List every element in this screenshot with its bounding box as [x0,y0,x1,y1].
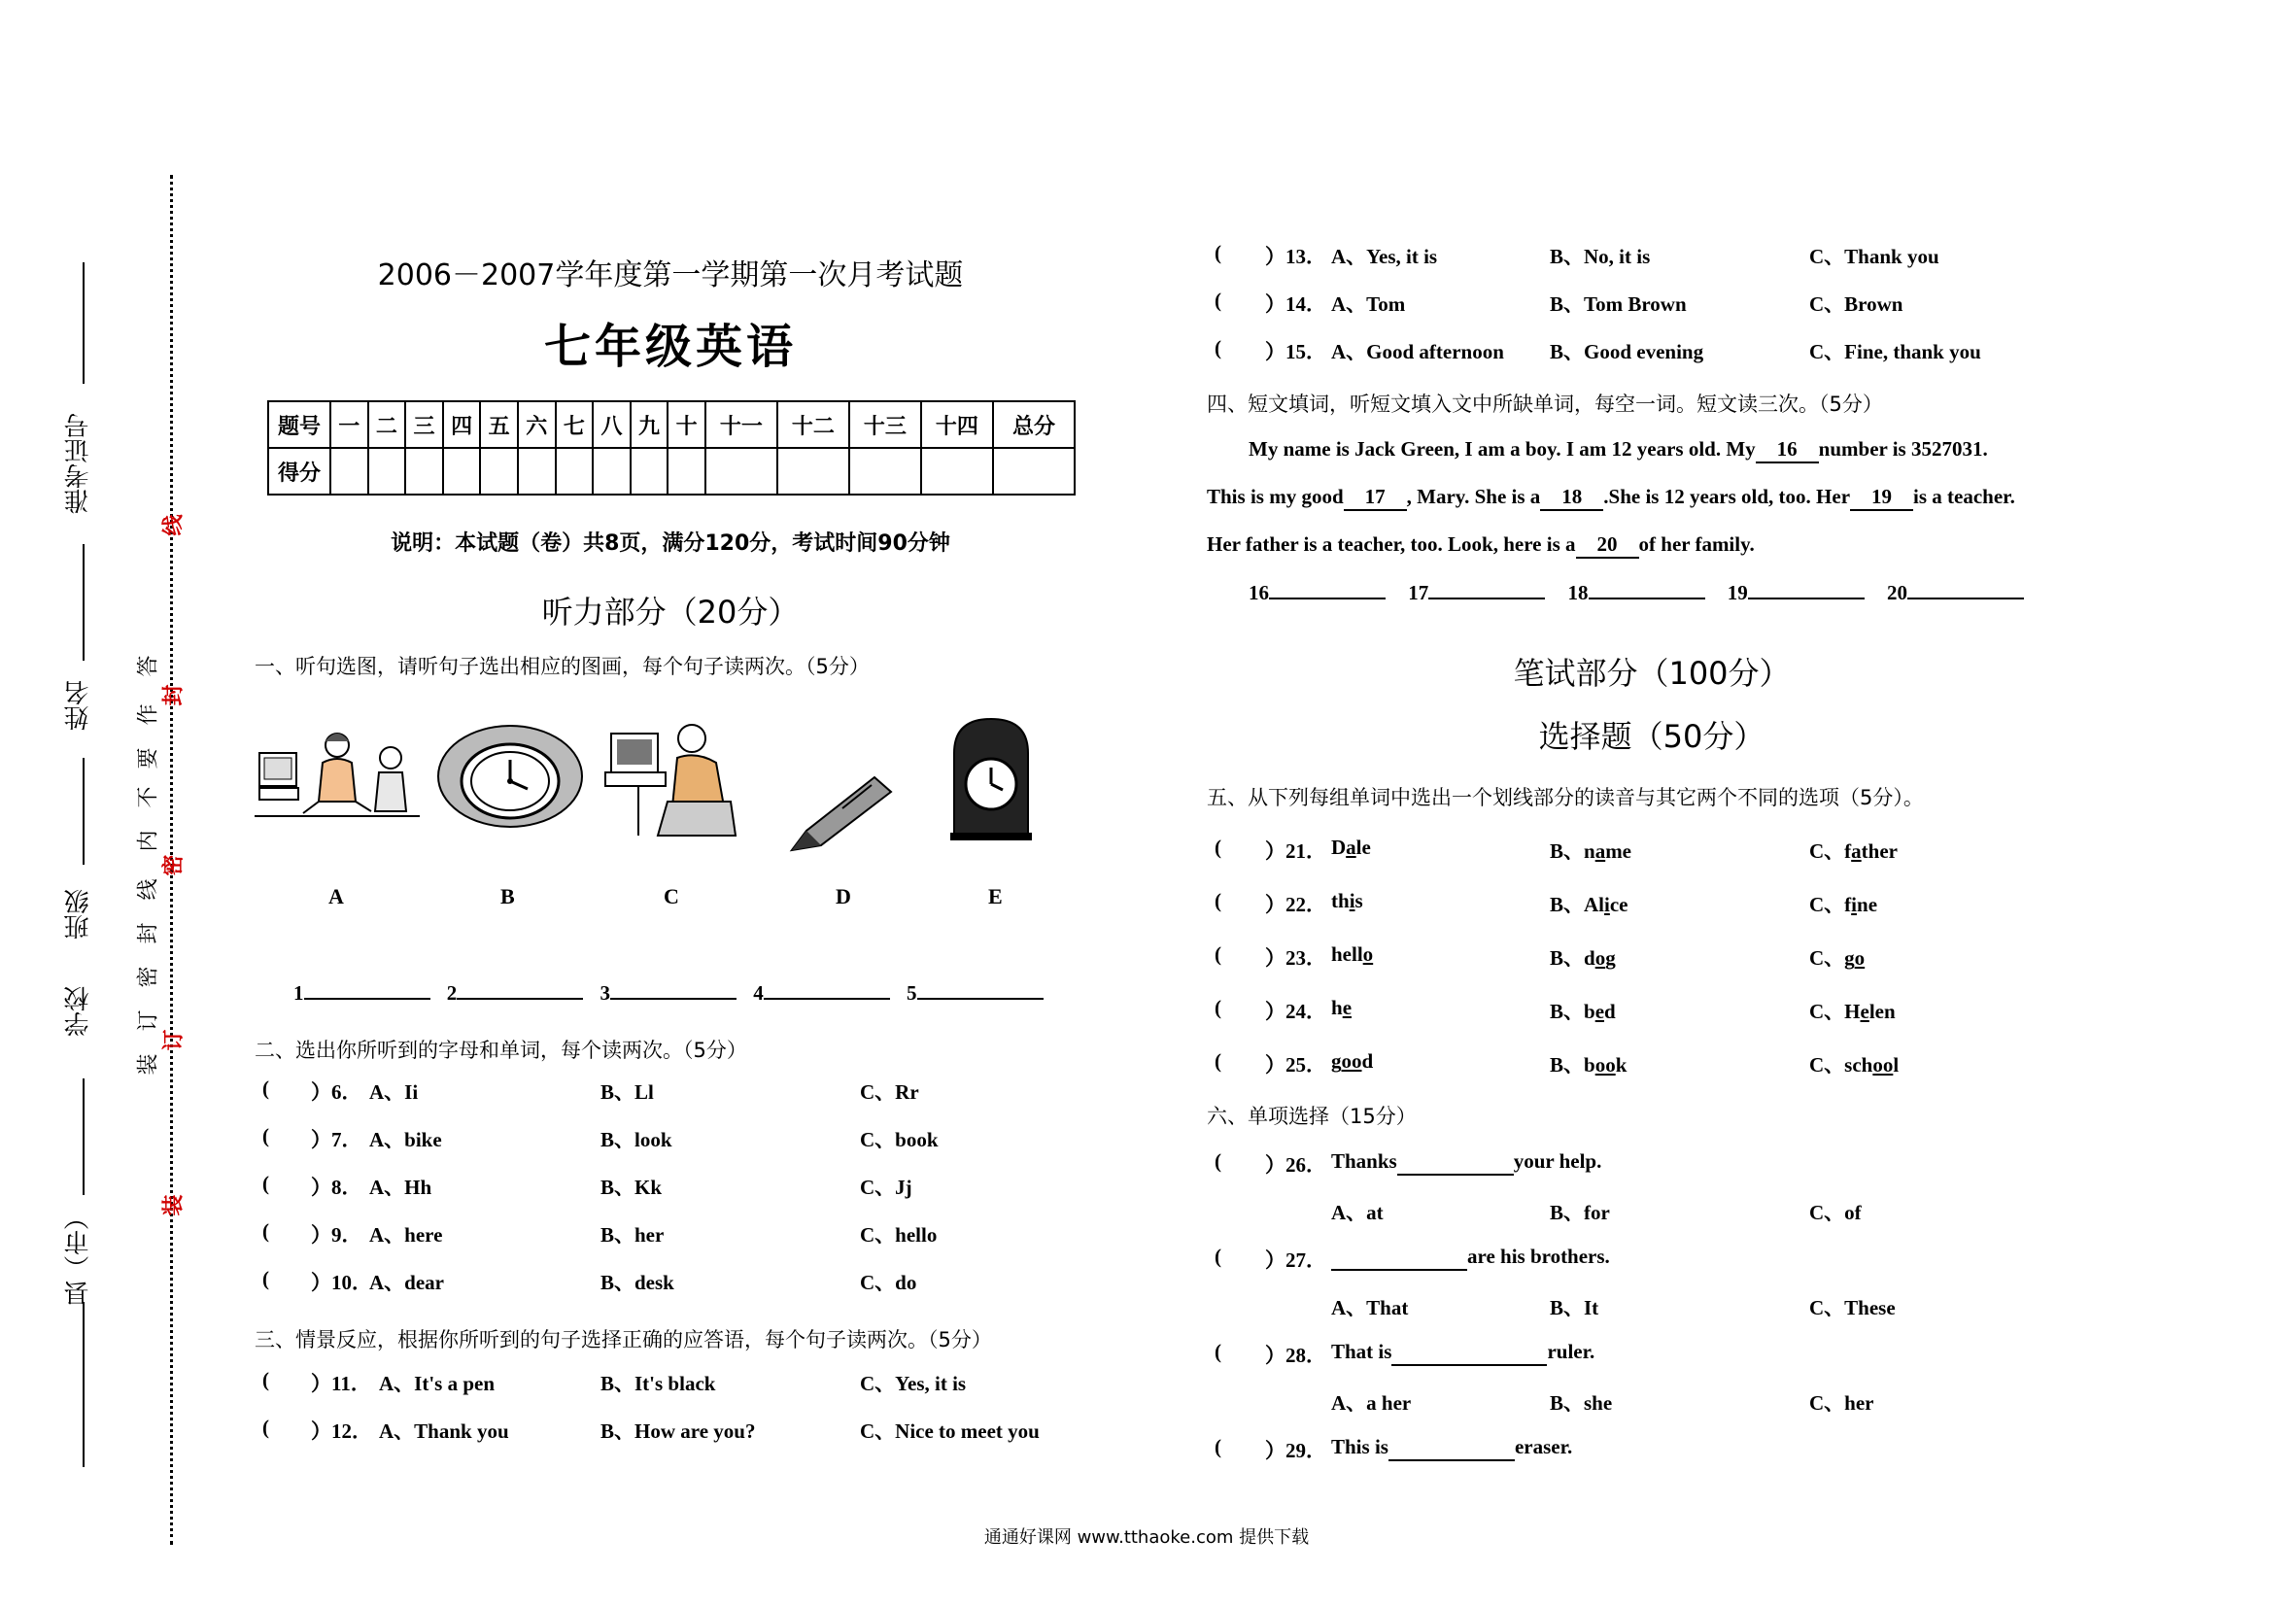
question-number: ）11． [311,1372,371,1395]
answer-bracket[interactable]: ( [262,1267,269,1290]
warning-char: 答 [136,655,161,677]
score-table [267,400,1076,496]
answer-blank[interactable] [1391,1340,1547,1366]
name-line-5 [83,1302,85,1467]
blank-number: 17 [1408,581,1429,604]
option-c: C、Yes, it is [860,1372,967,1395]
people-at-computer-icon [255,724,420,831]
answer-bracket[interactable]: ( [1215,996,1221,1019]
option-c: C、of [1809,1201,1862,1224]
score-col: 十 [668,401,705,448]
cloze-text: This is my good [1207,485,1344,508]
answer-blank[interactable] [764,998,890,1000]
cloze-text: number is 3527031. [1818,437,1988,461]
picture-label: A [328,884,344,908]
part2-questions [262,1077,1079,1315]
score-col: 五 [480,401,518,448]
option-text: me [1605,839,1632,863]
score-col: 八 [593,401,631,448]
blank-number: 1 [293,981,304,1005]
score-cell[interactable] [705,448,777,495]
question-row [1215,836,2186,889]
question-number: ）13． [1265,245,1326,268]
question-number: ）8． [311,1176,362,1199]
part3-questions-right [1215,241,2186,384]
option-text: ther [1861,839,1898,863]
cloze-text: .She is 12 years old, too. Her [1603,485,1851,508]
option-c [1809,1049,1899,1078]
option-text: h [1331,996,1343,1019]
written-title: 笔试部分（100分） [1513,655,1791,692]
answer-bracket[interactable]: ( [262,1368,269,1391]
option-b: B、for [1550,1201,1610,1224]
cloze-text: Her father is a teacher, too. Look, here is a [1207,532,1576,556]
blank-number: 20 [1887,581,1907,604]
warning-char: 线 [136,878,161,901]
binding-line-char: 线 [161,514,187,536]
question-number: ）10． [311,1271,372,1294]
cloze-text: is a teacher. [1913,485,2015,508]
option-text: hell [1331,942,1363,966]
subject-title: 七年级英语 [543,320,797,374]
answer-bracket[interactable]: ( [262,1172,269,1195]
blank-number: 18 [1567,581,1589,604]
option-b: B、No, it is [1550,245,1651,268]
warning-char: 封 [136,922,161,944]
answer-blank[interactable] [1748,598,1865,599]
part6-instruction: 六、单项选择（15分） [1207,1105,1417,1128]
score-col: 十四 [921,401,993,448]
option-text: D [1331,836,1347,859]
picture-label: D [836,884,851,908]
answer-blank[interactable] [1589,598,1705,599]
options-row [1215,1197,2186,1236]
score-cell[interactable] [443,448,481,495]
question-number: ）9． [311,1223,362,1247]
question-row [262,1219,1079,1267]
question-number: ）14． [1265,292,1326,316]
exam-number-label: 准考证号 [64,413,93,514]
part5-questions [1215,836,2186,1103]
options-row [1215,1387,2186,1426]
option-c: C、book [860,1128,939,1151]
question-number: ）24． [1265,1000,1326,1023]
underlined-letters: oo [1341,1049,1362,1073]
answer-bracket[interactable]: ( [1215,889,1221,912]
score-col: 六 [518,401,556,448]
score-table-header: 题号 [268,401,330,448]
multiple-choice-title: 选择题（50分） [1538,718,1765,755]
binding-install-char: 装 [161,1194,187,1216]
option-c: C、Nice to meet you [860,1419,1040,1443]
option-a: A、Thank you [379,1419,509,1443]
option-c: C、Rr [860,1080,919,1104]
score-col: 十一 [705,401,777,448]
option-a: A、Good afternoon [1331,340,1504,363]
question-stem: That is ruler. [1331,1340,1594,1366]
option-text: B、d [1550,946,1595,970]
answer-blank[interactable] [917,998,1044,1000]
option-b: B、she [1550,1391,1613,1415]
answer-bracket[interactable]: ( [1215,289,1221,312]
option-c [1809,889,1877,918]
cloze-blank-19[interactable]: 19 [1850,485,1913,511]
score-cell[interactable] [668,448,705,495]
person-at-computer-icon [600,714,745,845]
answer-blank[interactable] [1397,1149,1514,1176]
question-number: ）12． [311,1419,372,1443]
score-cell[interactable] [480,448,518,495]
option-text: B、b [1550,1000,1595,1023]
answer-bracket[interactable]: ( [1215,942,1221,966]
option-text: C、f [1809,839,1852,863]
question-row [1215,1149,2186,1188]
school-label: 学校 [64,986,93,1037]
underlined-letters: oo [1872,1053,1894,1077]
cloze-blank-16[interactable]: 16 [1756,437,1819,463]
option-b: B、Ll [600,1080,654,1104]
score-col: 十三 [849,401,921,448]
score-col: 七 [556,401,594,448]
score-cell[interactable] [556,448,594,495]
option-text: ne [1857,893,1878,916]
score-col: 一 [330,401,368,448]
question-number: ）23． [1265,946,1326,970]
underlined-letters: a [1346,836,1356,859]
underlined-letters: e [1342,996,1353,1019]
question-row [1215,336,2186,384]
score-col-total: 总分 [993,401,1075,448]
option-c: C、Fine, thank you [1809,340,1981,363]
option-text: g [1331,1049,1342,1073]
blank-number: 4 [753,981,764,1005]
answer-blank[interactable] [1428,598,1545,599]
clock-icon [942,714,1040,845]
question-number: ）6． [311,1080,362,1104]
answer-bracket[interactable]: ( [262,1124,269,1147]
question-row [262,1172,1079,1219]
answer-bracket[interactable]: ( [1215,336,1221,359]
option-a: A、Tom [1331,292,1406,316]
score-table-row-score [268,448,1075,495]
question-stem: Thanks your help. [1331,1149,1601,1176]
option-c [1809,996,1896,1025]
answer-bracket[interactable]: ( [1215,1435,1221,1458]
option-a: A、It's a pen [379,1372,496,1395]
option-text: ce [1609,893,1628,916]
pen-icon [782,768,899,860]
answer-bracket[interactable]: ( [1215,1340,1221,1363]
option-text: C、sch [1809,1053,1873,1077]
option-b [1550,889,1628,918]
part3-instruction: 三、情景反应，根据你所听到的句子选择正确的应答语，每个句子读两次。（5分） [255,1328,992,1351]
name-line-4 [83,1078,85,1195]
question-number: ）28． [1265,1344,1326,1367]
option-text: l [1893,1053,1900,1077]
question-row [262,1124,1079,1172]
answer-bracket[interactable]: ( [262,1416,269,1439]
option-text: th [1331,889,1350,912]
underlined-letters: o [1594,946,1606,970]
cloze-blank-18[interactable]: 18 [1540,485,1603,511]
picture-label: B [500,884,515,908]
question-number: ）22． [1265,893,1326,916]
option-b [1550,942,1616,972]
cloze-blank-20[interactable]: 20 [1576,532,1639,559]
question-row [1215,1340,2186,1379]
option-a: A、dear [369,1271,444,1294]
question-number: ）7． [311,1128,362,1151]
answer-bracket[interactable]: ( [1215,1245,1221,1268]
option-text: s [1354,889,1363,912]
name-line-1 [83,262,85,384]
answer-blanks-1-5 [293,981,1044,1006]
answer-blank[interactable] [457,998,583,1000]
warning-char: 要 [136,747,161,769]
answer-bracket[interactable]: ( [262,1219,269,1243]
option-c [1809,942,1865,972]
exam-title: 2006－2007学年度第一学期第一次月考试题 [377,258,964,292]
underlined-letters: e [1860,1000,1869,1023]
blank-number: 3 [600,981,610,1005]
cloze-line-3 [1207,532,1755,559]
picture-label: C [664,884,679,908]
score-cell[interactable] [921,448,993,495]
part2-instruction: 二、选出你所听到的字母和单词，每个读两次。（5分） [255,1039,747,1062]
option-b: B、Good evening [1550,340,1704,363]
question-row [1215,1435,2186,1474]
county-label: 县（市） [64,1205,93,1306]
name-line-2 [83,544,85,661]
option-b [1550,1049,1627,1078]
question-row [1215,996,2186,1049]
answer-blank[interactable] [304,998,430,1000]
answer-blank[interactable] [1331,1245,1467,1271]
score-cell[interactable] [777,448,849,495]
underlined-letters: a [1594,839,1606,863]
question-row [1215,942,2186,996]
option-b: B、Kk [600,1176,663,1199]
cloze-text: My name is Jack Green, I am a boy. I am 12 years old. My [1249,437,1756,461]
warning-char: 装 [136,1053,161,1076]
option-text: len [1868,1000,1896,1023]
warning-char: 密 [136,966,161,988]
score-cell[interactable] [849,448,921,495]
answer-blank[interactable] [1269,598,1386,599]
underlined-letters: e [1594,1000,1605,1023]
question-number: ）21． [1265,839,1326,863]
footer-source: 通通好课网 www.tthaoke.com 提供下载 [983,1527,1310,1548]
option-c: C、Brown [1809,292,1903,316]
question-row [262,1267,1079,1315]
option-text: g [1605,946,1616,970]
option-a: A、bike [369,1128,442,1151]
answer-bracket[interactable]: ( [1215,1149,1221,1173]
underlined-letters: i [1349,889,1355,912]
option-b: B、How are you? [600,1419,756,1443]
score-col: 二 [368,401,406,448]
option-a: A、at [1331,1201,1384,1224]
cloze-text: of her family. [1638,532,1755,556]
option-c: C、her [1809,1391,1874,1415]
answer-blank[interactable] [1388,1435,1515,1461]
underlined-letters: a [1851,839,1862,863]
score-cell[interactable] [518,448,556,495]
underlined-letters: oo [1594,1053,1616,1077]
warning-char: 不 [136,786,161,808]
option-a [1331,836,1371,860]
score-cell[interactable] [405,448,443,495]
underlined-letters: i [1851,893,1858,916]
question-number: ）27． [1265,1248,1326,1272]
warning-char: 内 [136,830,161,852]
listening-title: 听力部分（20分） [541,594,800,631]
answer-blanks-16-20 [1249,581,2024,605]
option-a: A、That [1331,1296,1409,1319]
cloze-line-1 [1249,437,1988,463]
score-cell[interactable] [368,448,406,495]
option-a [1331,942,1373,967]
blank-number: 19 [1727,581,1748,604]
underlined-letters: o [1362,942,1374,966]
option-b: B、Tom Brown [1550,292,1687,316]
question-stem: This is eraser. [1331,1435,1572,1461]
part5-instruction: 五、从下列每组单词中选出一个划线部分的读音与其它两个不同的选项（5分）。 [1207,786,1924,809]
warning-char: 作 [136,703,161,726]
answer-blank[interactable] [1907,598,2024,599]
question-row [1215,241,2186,289]
option-c: C、hello [860,1223,938,1247]
picture-label: E [988,884,1003,908]
question-row [1215,1049,2186,1103]
option-text: B、Al [1550,893,1605,916]
question-row [1215,289,2186,336]
option-c: C、Jj [860,1176,912,1199]
cloze-line-2 [1207,485,2015,511]
cloze-text: , Mary. She is a [1406,485,1541,508]
part1-instruction: 一、听句选图，请听句子选出相应的图画，每个句子读两次。（5分） [255,655,870,678]
name-label: 姓名 [64,680,93,731]
answer-bracket[interactable]: ( [1215,836,1221,859]
option-text: le [1355,836,1371,859]
option-a [1331,1049,1373,1074]
option-c [1809,836,1898,865]
question-row [1215,1245,2186,1283]
option-a: A、a her [1331,1391,1412,1415]
score-cell[interactable] [593,448,631,495]
option-text: B、n [1550,839,1595,863]
score-cell[interactable] [330,448,368,495]
score-cell[interactable] [993,448,1075,495]
question-row [262,1416,1079,1463]
part4-instruction: 四、短文填词，听短文填入文中所缺单词，每空一词。短文读三次。（5分） [1207,393,1883,416]
answer-blank[interactable] [610,998,737,1000]
class-label: 班级 [64,889,93,940]
option-c: C、These [1809,1296,1896,1319]
exam-note: 说明：本试题（卷）共8页，满分120分，考试时间90分钟 [391,531,950,556]
watch-icon [435,721,586,833]
option-a: A、Hh [369,1176,432,1199]
option-text: C、g [1809,946,1855,970]
question-number: ）15． [1265,340,1326,363]
option-b [1550,996,1616,1025]
warning-char: 订 [136,1009,161,1032]
score-table-header: 得分 [268,448,330,495]
question-number: ）29． [1265,1439,1326,1462]
cloze-blank-17[interactable]: 17 [1344,485,1407,511]
question-row [262,1077,1079,1124]
question-number: ）26． [1265,1153,1326,1177]
option-b [1550,836,1631,865]
options-row [1215,1292,2186,1331]
answer-bracket[interactable]: ( [1215,241,1221,264]
score-table-row-number [268,401,1075,448]
option-a: A、Ii [369,1080,419,1104]
score-cell[interactable] [631,448,668,495]
option-c: C、do [860,1271,917,1294]
option-b: B、It [1550,1296,1599,1319]
option-a: A、here [369,1223,443,1247]
question-number: ）25． [1265,1053,1326,1077]
score-col: 十二 [777,401,849,448]
binding-secret-char: 密 [161,854,187,876]
option-a [1331,889,1363,913]
option-a [1331,996,1352,1020]
name-line-3 [83,758,85,865]
part3-questions-left [262,1368,1079,1463]
score-col: 三 [405,401,443,448]
option-b: B、It's black [600,1372,716,1395]
answer-bracket[interactable]: ( [262,1077,269,1100]
binding-order-char: 订 [161,1029,187,1051]
option-text: d [1361,1049,1374,1073]
blank-number: 2 [446,981,458,1005]
option-text: k [1615,1053,1628,1077]
option-b: B、her [600,1223,665,1247]
score-col: 九 [631,401,668,448]
option-text: C、H [1809,1000,1861,1023]
option-text: C、f [1809,893,1852,916]
question-stem: are his brothers. [1331,1245,1610,1271]
score-col: 四 [443,401,481,448]
blank-number: 16 [1249,581,1269,604]
option-c: C、Thank you [1809,245,1939,268]
option-b: B、look [600,1128,672,1151]
option-text: B、b [1550,1053,1595,1077]
option-a: A、Yes, it is [1331,245,1438,268]
binding-seal-char: 封 [161,684,187,706]
question-row [262,1368,1079,1416]
underlined-letters: i [1604,893,1610,916]
underlined-letters: o [1854,946,1866,970]
blank-number: 5 [907,981,917,1005]
answer-bracket[interactable]: ( [1215,1049,1221,1073]
option-b: B、desk [600,1271,674,1294]
option-text: d [1604,1000,1616,1023]
question-row [1215,889,2186,942]
